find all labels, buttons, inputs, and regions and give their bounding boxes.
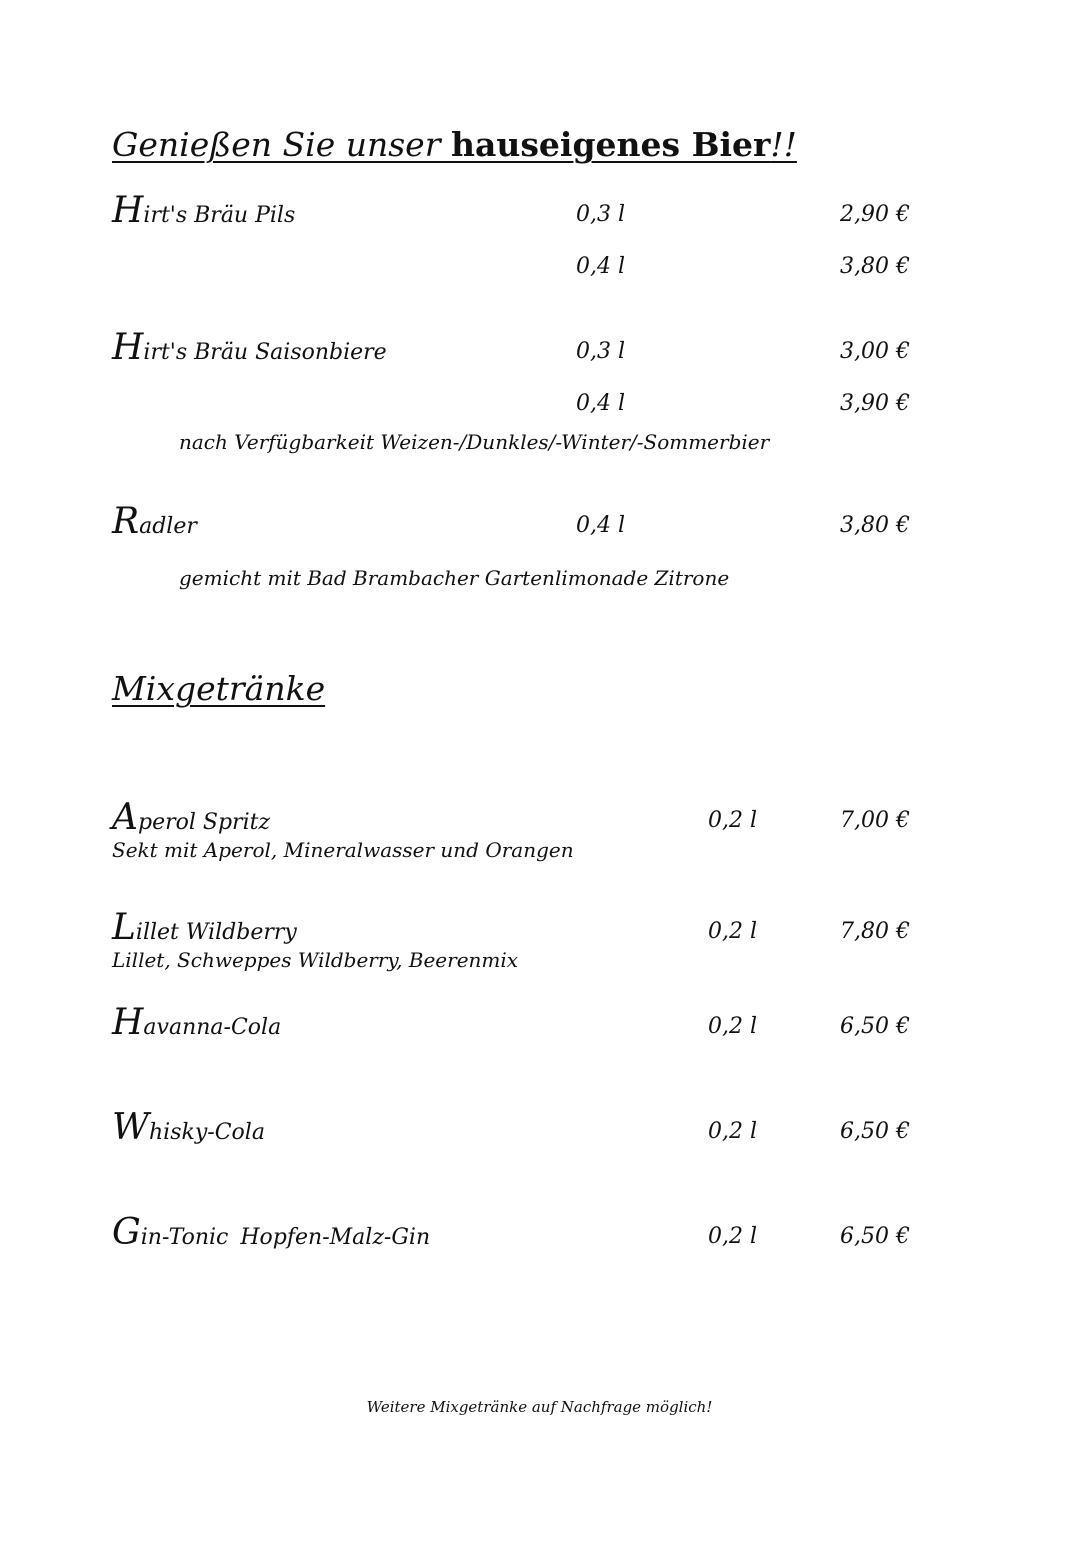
item-name-rest: irt's Bräu Saisonbiere	[143, 340, 387, 365]
item-price: 2,90 €	[840, 202, 910, 227]
item-volume: 0,2 l	[708, 919, 758, 944]
item-price: 3,80 €	[840, 254, 910, 279]
beer-item-pils	[112, 190, 296, 231]
beer-item-saisonbiere	[112, 327, 387, 368]
item-initial: H	[112, 327, 144, 368]
item-price: 6,50 €	[840, 1224, 910, 1249]
item-volume: 0,3 l	[576, 202, 626, 227]
item-note: gemicht mit Bad Brambacher Gartenlimonade Zitrone	[179, 566, 730, 590]
item-price: 3,00 €	[840, 339, 910, 364]
item-name-rest: adler	[139, 514, 197, 539]
item-name-rest: in-Tonic	[140, 1225, 229, 1250]
mix-item-aperol	[112, 797, 271, 838]
item-price: 7,00 €	[840, 808, 910, 833]
item-initial: R	[112, 501, 140, 542]
mix-item-whisky	[112, 1107, 265, 1148]
item-volume: 0,4 l	[576, 513, 626, 538]
item-name-rest: irt's Bräu Pils	[143, 203, 296, 228]
item-price: 3,80 €	[840, 513, 910, 538]
item-name-rest: illet Wildberry	[135, 920, 297, 945]
item-volume: 0,4 l	[576, 254, 626, 279]
item-note: Sekt mit Aperol, Mineralwasser und Orangen	[112, 838, 574, 862]
item-note: nach Verfügbarkeit Weizen-/Dunkles/-Winter/-Sommerbier	[179, 430, 770, 454]
item-initial: L	[112, 907, 136, 948]
item-initial: W	[112, 1107, 150, 1148]
item-initial: A	[112, 797, 138, 838]
beer-heading-prefix: Genießen Sie unser	[112, 125, 451, 164]
item-volume: 0,3 l	[576, 339, 626, 364]
item-name-rest: hisky-Cola	[149, 1120, 265, 1145]
mix-heading: Mixgetränke	[112, 669, 326, 708]
mix-item-gin-tonic	[112, 1212, 431, 1253]
mix-item-lillet	[112, 907, 297, 948]
item-volume: 0,2 l	[708, 1119, 758, 1144]
item-initial: G	[112, 1212, 141, 1253]
item-name-rest: perol Spritz	[138, 810, 271, 835]
beer-heading-bold: hauseigenes Bier	[450, 125, 771, 164]
item-volume: 0,2 l	[708, 1224, 758, 1249]
beer-heading-suffix: !!	[770, 125, 797, 164]
mix-item-havanna	[112, 1002, 282, 1043]
item-volume: 0,4 l	[576, 391, 626, 416]
item-price: 7,80 €	[840, 919, 910, 944]
footer-note: Weitere Mixgetränke auf Nachfrage möglich!	[366, 1398, 713, 1416]
item-price: 3,90 €	[840, 391, 910, 416]
item-initial: H	[112, 190, 144, 231]
item-name-extra: Hopfen-Malz-Gin	[240, 1225, 431, 1250]
item-volume: 0,2 l	[708, 1014, 758, 1039]
item-note: Lillet, Schweppes Wildberry, Beerenmix	[112, 948, 519, 972]
item-initial: H	[112, 1002, 144, 1043]
item-price: 6,50 €	[840, 1014, 910, 1039]
item-name-rest: avanna-Cola	[143, 1015, 282, 1040]
item-volume: 0,2 l	[708, 808, 758, 833]
item-price: 6,50 €	[840, 1119, 910, 1144]
beer-item-radler	[112, 501, 197, 542]
beer-heading	[112, 125, 797, 164]
